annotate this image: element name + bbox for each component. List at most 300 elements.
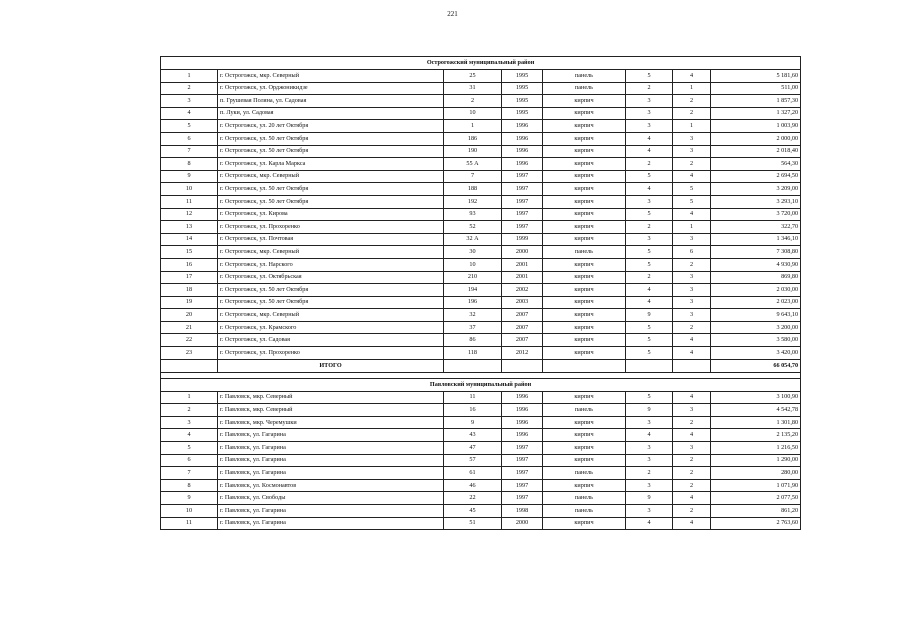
- floors-cell: 3: [626, 95, 673, 108]
- row-number-cell: 7: [161, 145, 218, 158]
- total-label: ИТОГО: [218, 359, 444, 372]
- address-cell: г. Острогожск, ул. Крамского: [218, 321, 444, 334]
- year-cell: 1996: [502, 145, 543, 158]
- material-cell: панель: [543, 505, 626, 518]
- year-cell: 2000: [502, 517, 543, 530]
- floors-cell: 3: [626, 479, 673, 492]
- entrances-cell: 5: [673, 195, 711, 208]
- floors-cell: 4: [626, 296, 673, 309]
- year-cell: 1997: [502, 442, 543, 455]
- floors-cell: 2: [626, 82, 673, 95]
- table-row: [161, 479, 801, 492]
- material-cell: кирпич: [543, 391, 626, 404]
- material-cell: кирпич: [543, 296, 626, 309]
- year-cell: 1996: [502, 391, 543, 404]
- floors-cell: 2: [626, 271, 673, 284]
- area-cell: 322,70: [711, 221, 801, 234]
- area-cell: 511,00: [711, 82, 801, 95]
- floors-cell: 5: [626, 246, 673, 259]
- area-cell: 2 077,50: [711, 492, 801, 505]
- area-cell: 1 290,00: [711, 454, 801, 467]
- floors-cell: 9: [626, 492, 673, 505]
- area-cell: 1 857,30: [711, 95, 801, 108]
- address-cell: г. Острогожск, ул. Кирова: [218, 208, 444, 221]
- table-row: [161, 404, 801, 417]
- address-cell: г. Острогожск, мкр. Северный: [218, 170, 444, 183]
- house-number-cell: 86: [444, 334, 502, 347]
- house-number-cell: 194: [444, 284, 502, 297]
- row-number-cell: 11: [161, 517, 218, 530]
- area-cell: 3 580,00: [711, 334, 801, 347]
- material-cell: кирпич: [543, 429, 626, 442]
- year-cell: 1997: [502, 467, 543, 480]
- table-row: [161, 492, 801, 505]
- material-cell: кирпич: [543, 479, 626, 492]
- material-cell: кирпич: [543, 145, 626, 158]
- address-cell: г. Острогожск, ул. 50 лет Октября: [218, 195, 444, 208]
- table-row: [161, 416, 801, 429]
- row-number-cell: 9: [161, 492, 218, 505]
- material-cell: кирпич: [543, 158, 626, 171]
- house-number-cell: 11: [444, 391, 502, 404]
- table-row: [161, 132, 801, 145]
- area-cell: 564,30: [711, 158, 801, 171]
- house-number-cell: 31: [444, 82, 502, 95]
- area-cell: 2 000,00: [711, 132, 801, 145]
- table-row: [161, 467, 801, 480]
- address-cell: г. Острогожск, ул. 50 лет Октября: [218, 284, 444, 297]
- row-number-cell: 1: [161, 70, 218, 83]
- total-empty-cell: [543, 359, 626, 372]
- house-number-cell: 52: [444, 221, 502, 234]
- entrances-cell: 2: [673, 158, 711, 171]
- house-number-cell: 93: [444, 208, 502, 221]
- year-cell: 2001: [502, 271, 543, 284]
- entrances-cell: 3: [673, 145, 711, 158]
- floors-cell: 5: [626, 258, 673, 271]
- row-number-cell: 2: [161, 404, 218, 417]
- material-cell: кирпич: [543, 309, 626, 322]
- area-cell: 3 209,00: [711, 183, 801, 196]
- entrances-cell: 3: [673, 404, 711, 417]
- material-cell: кирпич: [543, 416, 626, 429]
- row-number-cell: 1: [161, 391, 218, 404]
- table-row: [161, 170, 801, 183]
- year-cell: 2012: [502, 347, 543, 360]
- house-number-cell: 57: [444, 454, 502, 467]
- table-row: [161, 505, 801, 518]
- entrances-cell: 2: [673, 258, 711, 271]
- house-number-cell: 32 А: [444, 233, 502, 246]
- table-row: [161, 82, 801, 95]
- house-number-cell: 196: [444, 296, 502, 309]
- address-cell: г. Павловск, ул. Гагарина: [218, 467, 444, 480]
- address-cell: г. Павловск, ул. Гагарина: [218, 429, 444, 442]
- floors-cell: 9: [626, 309, 673, 322]
- table-row: [161, 442, 801, 455]
- area-cell: 2 030,00: [711, 284, 801, 297]
- area-cell: 9 643,10: [711, 309, 801, 322]
- table-row: [161, 208, 801, 221]
- area-cell: 1 346,10: [711, 233, 801, 246]
- row-number-cell: 8: [161, 479, 218, 492]
- housing-table: [160, 56, 801, 530]
- address-cell: г. Острогожск, ул. Нарского: [218, 258, 444, 271]
- house-number-cell: 45: [444, 505, 502, 518]
- address-cell: г. Острогожск, ул. Карла Маркса: [218, 158, 444, 171]
- address-cell: г. Острогожск, ул. Садовая: [218, 334, 444, 347]
- year-cell: 1996: [502, 429, 543, 442]
- address-cell: г. Павловск, ул. Космонавтов: [218, 479, 444, 492]
- material-cell: кирпич: [543, 208, 626, 221]
- address-cell: п. Луки, ул. Садовая: [218, 107, 444, 120]
- year-cell: 1998: [502, 505, 543, 518]
- material-cell: кирпич: [543, 120, 626, 133]
- year-cell: 1997: [502, 221, 543, 234]
- table-row: [161, 70, 801, 83]
- area-cell: 3 420,00: [711, 347, 801, 360]
- year-cell: 1995: [502, 70, 543, 83]
- row-number-cell: 16: [161, 258, 218, 271]
- floors-cell: 2: [626, 467, 673, 480]
- table-row: [161, 454, 801, 467]
- table-row: [161, 246, 801, 259]
- entrances-cell: 4: [673, 391, 711, 404]
- entrances-cell: 1: [673, 221, 711, 234]
- entrances-cell: 4: [673, 208, 711, 221]
- table-row: [161, 145, 801, 158]
- material-cell: кирпич: [543, 258, 626, 271]
- table-row: [161, 309, 801, 322]
- entrances-cell: 1: [673, 120, 711, 133]
- table-row: [161, 258, 801, 271]
- floors-cell: 2: [626, 221, 673, 234]
- entrances-cell: 4: [673, 492, 711, 505]
- area-cell: 4 930,90: [711, 258, 801, 271]
- area-cell: 7 308,80: [711, 246, 801, 259]
- material-cell: кирпич: [543, 233, 626, 246]
- house-number-cell: 47: [444, 442, 502, 455]
- house-number-cell: 30: [444, 246, 502, 259]
- material-cell: кирпич: [543, 517, 626, 530]
- year-cell: 1996: [502, 120, 543, 133]
- material-cell: кирпич: [543, 334, 626, 347]
- address-cell: г. Острогожск, ул. Орджоникидзе: [218, 82, 444, 95]
- row-number-cell: 13: [161, 221, 218, 234]
- year-cell: 1997: [502, 183, 543, 196]
- floors-cell: 5: [626, 334, 673, 347]
- table-row: [161, 391, 801, 404]
- floors-cell: 4: [626, 429, 673, 442]
- floors-cell: 5: [626, 70, 673, 83]
- row-number-cell: 6: [161, 132, 218, 145]
- year-cell: 1996: [502, 158, 543, 171]
- material-cell: кирпич: [543, 95, 626, 108]
- address-cell: г. Острогожск, мкр. Северный: [218, 70, 444, 83]
- entrances-cell: 1: [673, 82, 711, 95]
- entrances-cell: 2: [673, 107, 711, 120]
- area-cell: 1 301,80: [711, 416, 801, 429]
- area-cell: 2 763,60: [711, 517, 801, 530]
- address-cell: г. Острогожск, ул. 50 лет Октября: [218, 145, 444, 158]
- entrances-cell: 6: [673, 246, 711, 259]
- entrances-cell: 3: [673, 309, 711, 322]
- row-number-cell: 8: [161, 158, 218, 171]
- floors-cell: 4: [626, 145, 673, 158]
- row-number-cell: 22: [161, 334, 218, 347]
- area-cell: 3 293,10: [711, 195, 801, 208]
- year-cell: 1996: [502, 416, 543, 429]
- house-number-cell: 51: [444, 517, 502, 530]
- area-cell: 2 135,20: [711, 429, 801, 442]
- row-number-cell: 7: [161, 467, 218, 480]
- total-empty-cell: [161, 359, 218, 372]
- house-number-cell: 186: [444, 132, 502, 145]
- row-number-cell: 19: [161, 296, 218, 309]
- year-cell: 1996: [502, 404, 543, 417]
- floors-cell: 4: [626, 284, 673, 297]
- year-cell: 2007: [502, 321, 543, 334]
- material-cell: кирпич: [543, 321, 626, 334]
- table-row: [161, 195, 801, 208]
- house-number-cell: 22: [444, 492, 502, 505]
- area-cell: 2 018,40: [711, 145, 801, 158]
- floors-cell: 3: [626, 416, 673, 429]
- area-cell: 869,80: [711, 271, 801, 284]
- house-number-cell: 61: [444, 467, 502, 480]
- material-cell: панель: [543, 82, 626, 95]
- floors-cell: 3: [626, 120, 673, 133]
- floors-cell: 4: [626, 132, 673, 145]
- floors-cell: 5: [626, 391, 673, 404]
- address-cell: г. Павловск, ул. Гагарина: [218, 517, 444, 530]
- row-number-cell: 15: [161, 246, 218, 259]
- address-cell: г. Острогожск, ул. 50 лет Октября: [218, 296, 444, 309]
- address-cell: г. Острогожск, мкр. Северный: [218, 246, 444, 259]
- row-number-cell: 11: [161, 195, 218, 208]
- row-number-cell: 3: [161, 416, 218, 429]
- floors-cell: 3: [626, 233, 673, 246]
- area-cell: 280,00: [711, 467, 801, 480]
- area-cell: 3 200,00: [711, 321, 801, 334]
- area-cell: 1 327,20: [711, 107, 801, 120]
- table-row: [161, 347, 801, 360]
- table-row: [161, 296, 801, 309]
- table-row: [161, 321, 801, 334]
- area-cell: 1 003,90: [711, 120, 801, 133]
- year-cell: 1997: [502, 492, 543, 505]
- address-cell: г. Павловск, мкр. Северный: [218, 391, 444, 404]
- house-number-cell: 10: [444, 107, 502, 120]
- entrances-cell: 4: [673, 334, 711, 347]
- floors-cell: 3: [626, 442, 673, 455]
- material-cell: кирпич: [543, 195, 626, 208]
- house-number-cell: 118: [444, 347, 502, 360]
- address-cell: г. Павловск, ул. Свободы: [218, 492, 444, 505]
- house-number-cell: 46: [444, 479, 502, 492]
- material-cell: панель: [543, 404, 626, 417]
- row-number-cell: 12: [161, 208, 218, 221]
- entrances-cell: 3: [673, 233, 711, 246]
- entrances-cell: 3: [673, 284, 711, 297]
- material-cell: кирпич: [543, 132, 626, 145]
- material-cell: кирпич: [543, 183, 626, 196]
- material-cell: кирпич: [543, 454, 626, 467]
- address-cell: г. Павловск, ул. Гагарина: [218, 505, 444, 518]
- entrances-cell: 4: [673, 70, 711, 83]
- row-number-cell: 21: [161, 321, 218, 334]
- row-number-cell: 9: [161, 170, 218, 183]
- house-number-cell: 10: [444, 258, 502, 271]
- year-cell: 1995: [502, 82, 543, 95]
- row-number-cell: 20: [161, 309, 218, 322]
- entrances-cell: 4: [673, 429, 711, 442]
- area-cell: 3 100,90: [711, 391, 801, 404]
- floors-cell: 5: [626, 170, 673, 183]
- entrances-cell: 3: [673, 271, 711, 284]
- row-number-cell: 2: [161, 82, 218, 95]
- address-cell: г. Острогожск, ул. 20 лет Октября: [218, 120, 444, 133]
- entrances-cell: 2: [673, 467, 711, 480]
- area-cell: 2 694,50: [711, 170, 801, 183]
- table-row: [161, 183, 801, 196]
- address-cell: г. Острогожск, ул. 50 лет Октября: [218, 183, 444, 196]
- floors-cell: 3: [626, 454, 673, 467]
- row-number-cell: 3: [161, 95, 218, 108]
- house-number-cell: 190: [444, 145, 502, 158]
- address-cell: г. Павловск, ул. Гагарина: [218, 442, 444, 455]
- house-number-cell: 16: [444, 404, 502, 417]
- table-row: [161, 517, 801, 530]
- house-number-cell: 37: [444, 321, 502, 334]
- floors-cell: 3: [626, 107, 673, 120]
- address-cell: г. Павловск, мкр. Северный: [218, 404, 444, 417]
- entrances-cell: 2: [673, 321, 711, 334]
- year-cell: 2003: [502, 296, 543, 309]
- row-number-cell: 18: [161, 284, 218, 297]
- material-cell: кирпич: [543, 107, 626, 120]
- year-cell: 2000: [502, 246, 543, 259]
- entrances-cell: 2: [673, 505, 711, 518]
- floors-cell: 4: [626, 183, 673, 196]
- row-number-cell: 6: [161, 454, 218, 467]
- entrances-cell: 2: [673, 479, 711, 492]
- address-cell: г. Острогожск, ул. 50 лет Октября: [218, 132, 444, 145]
- year-cell: 1999: [502, 233, 543, 246]
- area-cell: 1 071,90: [711, 479, 801, 492]
- entrances-cell: 3: [673, 296, 711, 309]
- material-cell: панель: [543, 246, 626, 259]
- house-number-cell: 9: [444, 416, 502, 429]
- material-cell: панель: [543, 70, 626, 83]
- table-row: [161, 158, 801, 171]
- entrances-cell: 2: [673, 416, 711, 429]
- row-number-cell: 5: [161, 442, 218, 455]
- table-row: [161, 95, 801, 108]
- row-number-cell: 23: [161, 347, 218, 360]
- table-body: [161, 57, 801, 530]
- house-number-cell: 55 А: [444, 158, 502, 171]
- material-cell: кирпич: [543, 271, 626, 284]
- section-title: Острогожский муниципальный район: [161, 57, 801, 70]
- address-cell: г. Павловск, ул. Гагарина: [218, 454, 444, 467]
- total-empty-cell: [502, 359, 543, 372]
- area-cell: 1 216,50: [711, 442, 801, 455]
- table-row: [161, 221, 801, 234]
- row-number-cell: 4: [161, 107, 218, 120]
- total-empty-cell: [626, 359, 673, 372]
- table-row: [161, 120, 801, 133]
- address-cell: г. Острогожск, ул. Прохоренко: [218, 347, 444, 360]
- row-number-cell: 10: [161, 505, 218, 518]
- address-cell: п. Грушевая Поляна, ул. Садовая: [218, 95, 444, 108]
- page-number: 221: [447, 10, 458, 18]
- year-cell: 2001: [502, 258, 543, 271]
- address-cell: г. Острогожск, ул. Октябрьская: [218, 271, 444, 284]
- table-row: [161, 271, 801, 284]
- material-cell: кирпич: [543, 284, 626, 297]
- entrances-cell: 4: [673, 517, 711, 530]
- entrances-cell: 2: [673, 454, 711, 467]
- section-header: [161, 378, 801, 391]
- house-number-cell: 7: [444, 170, 502, 183]
- material-cell: панель: [543, 492, 626, 505]
- material-cell: кирпич: [543, 170, 626, 183]
- total-empty-cell: [444, 359, 502, 372]
- house-number-cell: 43: [444, 429, 502, 442]
- floors-cell: 3: [626, 195, 673, 208]
- year-cell: 1997: [502, 479, 543, 492]
- year-cell: 1995: [502, 107, 543, 120]
- address-cell: г. Острогожск, мкр. Северный: [218, 309, 444, 322]
- entrances-cell: 3: [673, 132, 711, 145]
- total-empty-cell: [673, 359, 711, 372]
- floors-cell: 2: [626, 158, 673, 171]
- area-cell: 5 181,60: [711, 70, 801, 83]
- house-number-cell: 25: [444, 70, 502, 83]
- year-cell: 1997: [502, 195, 543, 208]
- floors-cell: 3: [626, 505, 673, 518]
- address-cell: г. Острогожск, ул. Почтовая: [218, 233, 444, 246]
- row-number-cell: 17: [161, 271, 218, 284]
- floors-cell: 5: [626, 347, 673, 360]
- area-cell: 4 542,78: [711, 404, 801, 417]
- material-cell: панель: [543, 467, 626, 480]
- year-cell: 2007: [502, 309, 543, 322]
- floors-cell: 5: [626, 208, 673, 221]
- row-number-cell: 10: [161, 183, 218, 196]
- area-cell: 861,20: [711, 505, 801, 518]
- total-row: [161, 359, 801, 372]
- entrances-cell: 2: [673, 95, 711, 108]
- house-number-cell: 210: [444, 271, 502, 284]
- address-cell: г. Острогожск, ул. Прохоренко: [218, 221, 444, 234]
- table-row: [161, 107, 801, 120]
- floors-cell: 9: [626, 404, 673, 417]
- section-title: Павловский муниципальный район: [161, 378, 801, 391]
- address-cell: г. Павловск, мкр. Черемушки: [218, 416, 444, 429]
- house-number-cell: 192: [444, 195, 502, 208]
- material-cell: кирпич: [543, 442, 626, 455]
- year-cell: 2007: [502, 334, 543, 347]
- material-cell: кирпич: [543, 347, 626, 360]
- material-cell: кирпич: [543, 221, 626, 234]
- house-number-cell: 2: [444, 95, 502, 108]
- table-row: [161, 429, 801, 442]
- total-value: 66 054,70: [711, 359, 801, 372]
- area-cell: 3 720,00: [711, 208, 801, 221]
- year-cell: 1995: [502, 95, 543, 108]
